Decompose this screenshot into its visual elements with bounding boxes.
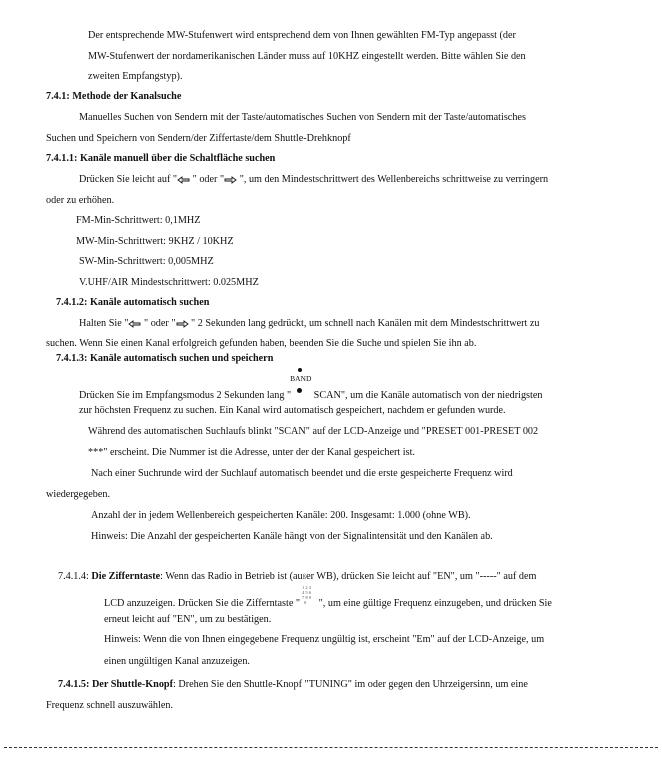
- heading-7-4-1-3: 7.4.1.3: Kanäle automatisch suchen und speichern: [56, 353, 274, 364]
- para-scan-end-2: wiedergegeben.: [46, 489, 111, 500]
- text-segment: " oder ": [141, 318, 176, 329]
- para-manual-search-2: oder zu erhöhen.: [46, 195, 115, 206]
- para-shuttle-1: [58, 678, 528, 692]
- text-segment: Drücken Sie leicht auf ": [79, 174, 178, 185]
- number-keypad-icon: [300, 585, 316, 606]
- para-shuttle-2: Frequenz schnell auszuwählen.: [46, 700, 174, 711]
- arrow-left-icon: [128, 320, 141, 328]
- section-title: Die Zifferntaste: [88, 571, 161, 582]
- para-search-methods-2: Suchen und Speichern von Sendern/der Ziffertaste/dem Shuttle-Drehknopf: [46, 133, 351, 144]
- text-segment: " 2 Sekunden lang gedrückt, um schnell nach Kanälen mit dem Mindestschrittwert zu: [188, 318, 540, 329]
- para-auto-search-2: suchen. Wenn Sie einen Kanal erfolgreich gefunden haben, beenden Sie die Suche und spielen Sie ihn ab.: [46, 338, 477, 349]
- page-bottom-rule: [4, 747, 658, 748]
- text-segment: er WB), drücken Sie leicht auf "EN", um "-----" auf dem: [306, 571, 537, 582]
- para-number-key-note-1: Hinweis: Wenn die von Ihnen eingegebene Frequenz ungültig ist, erscheint "Em" auf der LCD-Anzeige, um: [104, 634, 545, 645]
- band-button-dot: [297, 388, 302, 393]
- band-indicator-dot: [298, 368, 302, 372]
- para-auto-search-1: [79, 317, 540, 331]
- heading-7-4-1-1: 7.4.1.1: Kanäle manuell über die Schaltfläche suchen: [46, 153, 276, 164]
- arrow-left-icon: [177, 176, 190, 184]
- para-number-key-3: erneut leicht auf "EN", um zu bestätigen.: [104, 614, 272, 625]
- section-number: 7.4.1.4:: [58, 571, 89, 582]
- para-number-key-2: [104, 585, 552, 611]
- text-segment: Drücken Sie im Empfangsmodus 2 Sekunden lang ": [79, 390, 292, 401]
- fm-min-step: FM-Min-Schrittwert: 0,1MHZ: [76, 215, 201, 226]
- arrow-right-icon: [224, 176, 237, 184]
- text-segment: : Drehen Sie den Shuttle-Knopf "TUNING" im oder gegen den Uhrzeigersinn, um eine: [173, 679, 528, 690]
- text-segment: Halten Sie ": [79, 318, 129, 329]
- section-title: 7.4.1.5: Der Shuttle-Knopf: [58, 679, 173, 690]
- heading-7-4-1: 7.4.1: Methode der Kanalsuche: [46, 91, 182, 102]
- text-segment: LCD anzuzeigen. Drücken Sie die Zifferntaste ": [104, 598, 301, 609]
- para-auto-store-1: [79, 374, 543, 403]
- text-segment: ", um den Mindestschrittwert des Wellenbereichs schrittweise zu verringern: [237, 174, 549, 185]
- heading-7-4-1-2: 7.4.1.2: Kanäle automatisch suchen: [56, 297, 210, 308]
- mw-min-step: MW-Min-Schrittwert: 9KHZ / 10KHZ: [76, 236, 234, 247]
- para-number-key-1: [58, 570, 536, 584]
- para-number-key-note-2: einen ungültigen Kanal anzuzeigen.: [104, 656, 250, 667]
- para-mw-step-3: zweiten Empfangstyp).: [88, 71, 183, 82]
- para-auto-store-2: zur höchsten Frequenz zu suchen. Ein Kanal wird automatisch gespeichert, nachdem er gefunden wurde.: [79, 405, 506, 416]
- para-mw-step-2: MW-Stufenwert der nordamerikanischen Länder muss auf 10KHZ eingestellt werden. Bitte wählen Sie den: [88, 51, 526, 62]
- para-scan-blink-1: Während des automatischen Suchlaufs blinkt "SCAN" auf der LCD-Anzeige und "PRESET 001-PRESET 002: [88, 426, 539, 437]
- text-segment: : Wenn das Radio in Betrieb ist (au: [160, 571, 303, 582]
- para-scan-end-1: Nach einer Suchrunde wird der Suchlauf automatisch beendet und die erste gespeicherte Frequenz wird: [91, 468, 513, 479]
- para-channel-count: Anzahl der in jedem Wellenbereich gespeicherten Kanäle: 200. Insgesamt: 1.000 (ohne WB).: [91, 510, 471, 521]
- text-segment: ", um eine gültige Frequenz einzugeben, und drücken Sie: [316, 598, 552, 609]
- para-mw-step-1: Der entsprechende MW-Stufenwert wird entsprechend dem von Ihnen gewählten FM-Typ angepasst (der: [88, 30, 516, 41]
- band-label: BAND: [290, 374, 312, 383]
- para-channel-note: Hinweis: Die Anzahl der gespeicherten Kanäle hängt von der Signalintensität und den Kanälen ab.: [91, 531, 493, 542]
- text-segment: " oder ": [190, 174, 225, 185]
- band-button-icon: [290, 374, 312, 398]
- overlap-glyph: ß: [302, 573, 307, 581]
- vuhf-min-step: V.UHF/AIR Mindestschrittwert: 0.025MHZ: [79, 277, 259, 288]
- para-search-methods-1: Manuelles Suchen von Sendern mit der Taste/automatisches Suchen von Sendern mit der Taste/automatisches: [79, 112, 526, 123]
- keypad-row: 4 5 6: [302, 590, 312, 595]
- keypad-row: 0: [304, 600, 307, 605]
- keypad-row: 1 2 3: [302, 585, 312, 590]
- arrow-right-icon: [176, 320, 189, 328]
- keypad-row: 7 8 9: [302, 595, 312, 600]
- text-segment: SCAN", um die Kanäle automatisch von der niedrigsten: [311, 390, 543, 401]
- sw-min-step: SW-Min-Schrittwert: 0,005MHZ: [79, 256, 214, 267]
- para-manual-search-1: [79, 173, 548, 187]
- para-scan-blink-2: ***" erscheint. Die Nummer ist die Adresse, unter der der Kanal gespeichert ist.: [88, 447, 415, 458]
